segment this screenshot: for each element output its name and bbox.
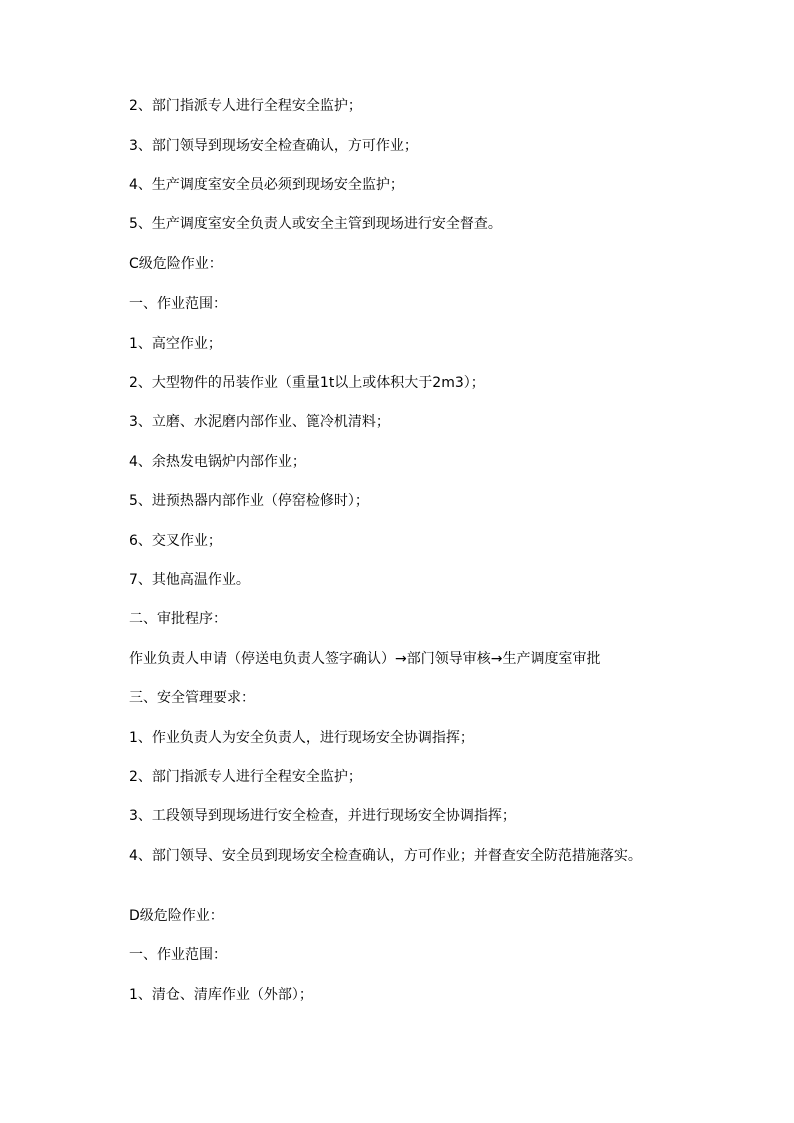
text-line: 作业负责人申请（停送电负责人签字确认）→部门领导审核→生产调度室审批 — [129, 651, 601, 667]
text-line: 7、其他高温作业。 — [129, 572, 250, 588]
subsection-heading: 一、作业范围： — [129, 947, 227, 963]
text-line: 2、大型物件的吊装作业（重量1t以上或体积大于2m3）； — [129, 375, 485, 391]
text-line: 4、余热发电锅炉内部作业； — [129, 454, 306, 470]
subsection-heading: 二、审批程序： — [129, 611, 227, 627]
subsection-heading: 三、安全管理要求： — [129, 690, 255, 706]
text-line: 5、生产调度室安全负责人或安全主管到现场进行安全督查。 — [129, 216, 502, 232]
text-paragraph: 4、部门领导、安全员到现场安全检查确认，方可作业；并督查安全防范措施落实。 — [129, 848, 642, 864]
section-heading: D级危险作业： — [129, 908, 224, 924]
text-line: 1、高空作业； — [129, 336, 222, 352]
text-line: 6、交叉作业； — [129, 533, 222, 549]
text-line: 2、部门指派专人进行全程安全监护； — [129, 98, 362, 114]
section-heading: C级危险作业： — [129, 256, 223, 272]
text-line: 5、进预热器内部作业（停窑检修时）； — [129, 493, 369, 509]
subsection-heading: 一、作业范围： — [129, 296, 227, 312]
text-line: 3、部门领导到现场安全检查确认，方可作业； — [129, 138, 418, 154]
text-line: 1、清仓、清库作业（外部）； — [129, 987, 313, 1003]
text-line: 4、生产调度室安全员必须到现场安全监护； — [129, 177, 404, 193]
text-line: 1、作业负责人为安全负责人，进行现场安全协调指挥； — [129, 730, 474, 746]
text-line: 3、立磨、水泥磨内部作业、篦冷机清料； — [129, 414, 390, 430]
text-line: 3、工段领导到现场进行安全检查，并进行现场安全协调指挥； — [129, 808, 516, 824]
text-line: 2、部门指派专人进行全程安全监护； — [129, 769, 362, 785]
